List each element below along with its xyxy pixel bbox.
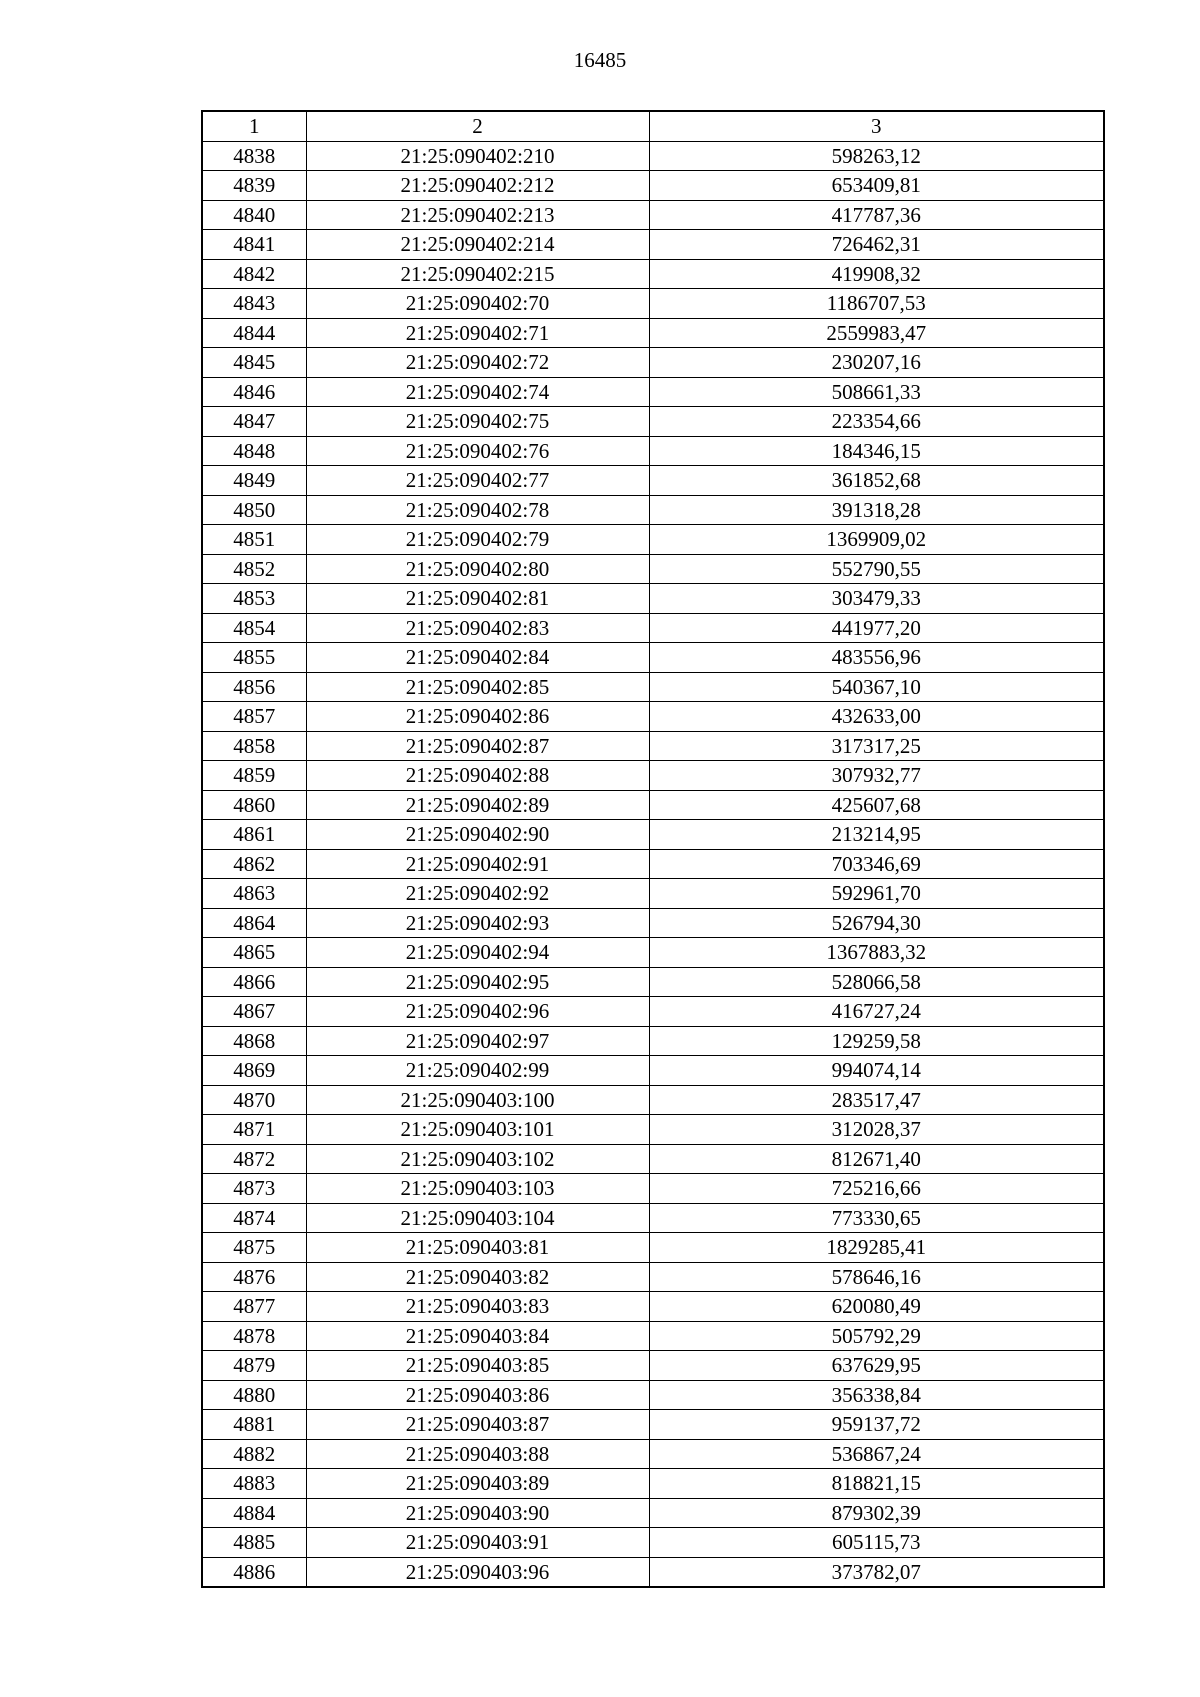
value-cell: 773330,65 <box>649 1203 1104 1233</box>
value-cell: 483556,96 <box>649 643 1104 673</box>
value-cell: 391318,28 <box>649 495 1104 525</box>
row-number-cell: 4862 <box>202 849 306 879</box>
table-row <box>202 731 1104 761</box>
value-cell: 508661,33 <box>649 377 1104 407</box>
value-cell: 283517,47 <box>649 1085 1104 1115</box>
row-number-cell: 4856 <box>202 672 306 702</box>
row-number-cell: 4867 <box>202 997 306 1027</box>
value-cell: 879302,39 <box>649 1498 1104 1528</box>
data-table <box>201 110 1105 1588</box>
table-row <box>202 1557 1104 1587</box>
value-cell: 129259,58 <box>649 1026 1104 1056</box>
value-cell: 307932,77 <box>649 761 1104 791</box>
value-cell: 1829285,41 <box>649 1233 1104 1263</box>
value-cell: 373782,07 <box>649 1557 1104 1587</box>
row-number-cell: 4848 <box>202 436 306 466</box>
table-row <box>202 407 1104 437</box>
cadastral-number-cell: 21:25:090403:82 <box>306 1262 649 1292</box>
value-cell: 526794,30 <box>649 908 1104 938</box>
cadastral-number-cell: 21:25:090402:71 <box>306 318 649 348</box>
cadastral-number-cell: 21:25:090403:85 <box>306 1351 649 1381</box>
value-cell: 528066,58 <box>649 967 1104 997</box>
table-row <box>202 554 1104 584</box>
row-number-cell: 4865 <box>202 938 306 968</box>
table-row <box>202 1321 1104 1351</box>
row-number-cell: 4872 <box>202 1144 306 1174</box>
table-row <box>202 1498 1104 1528</box>
value-cell: 1186707,53 <box>649 289 1104 319</box>
cadastral-number-cell: 21:25:090402:96 <box>306 997 649 1027</box>
table-row <box>202 643 1104 673</box>
row-number-cell: 4853 <box>202 584 306 614</box>
row-number-cell: 4842 <box>202 259 306 289</box>
value-cell: 959137,72 <box>649 1410 1104 1440</box>
table-row <box>202 1085 1104 1115</box>
table-row <box>202 1292 1104 1322</box>
row-number-cell: 4870 <box>202 1085 306 1115</box>
table-row <box>202 436 1104 466</box>
value-cell: 812671,40 <box>649 1144 1104 1174</box>
row-number-cell: 4857 <box>202 702 306 732</box>
table-body <box>202 141 1104 1587</box>
cadastral-number-cell: 21:25:090403:100 <box>306 1085 649 1115</box>
row-number-cell: 4879 <box>202 1351 306 1381</box>
table-row <box>202 1262 1104 1292</box>
cadastral-number-cell: 21:25:090403:103 <box>306 1174 649 1204</box>
cadastral-number-cell: 21:25:090403:101 <box>306 1115 649 1145</box>
cadastral-number-cell: 21:25:090403:84 <box>306 1321 649 1351</box>
row-number-cell: 4844 <box>202 318 306 348</box>
page-number: 16485 <box>573 48 627 72</box>
row-number-cell: 4861 <box>202 820 306 850</box>
cadastral-number-cell: 21:25:090403:104 <box>306 1203 649 1233</box>
table-row <box>202 967 1104 997</box>
row-number-cell: 4841 <box>202 230 306 260</box>
value-cell: 1369909,02 <box>649 525 1104 555</box>
table-row <box>202 171 1104 201</box>
header-col-3: 3 <box>649 111 1104 141</box>
cadastral-number-cell: 21:25:090402:90 <box>306 820 649 850</box>
row-number-cell: 4840 <box>202 200 306 230</box>
cadastral-number-cell: 21:25:090403:89 <box>306 1469 649 1499</box>
row-number-cell: 4855 <box>202 643 306 673</box>
value-cell: 223354,66 <box>649 407 1104 437</box>
table-row <box>202 1469 1104 1499</box>
cadastral-number-cell: 21:25:090402:76 <box>306 436 649 466</box>
cadastral-number-cell: 21:25:090402:99 <box>306 1056 649 1086</box>
value-cell: 419908,32 <box>649 259 1104 289</box>
table-row <box>202 1439 1104 1469</box>
row-number-cell: 4871 <box>202 1115 306 1145</box>
row-number-cell: 4885 <box>202 1528 306 1558</box>
cadastral-number-cell: 21:25:090402:215 <box>306 259 649 289</box>
cadastral-number-cell: 21:25:090402:89 <box>306 790 649 820</box>
table-row <box>202 525 1104 555</box>
value-cell: 592961,70 <box>649 879 1104 909</box>
row-number-cell: 4876 <box>202 1262 306 1292</box>
cadastral-number-cell: 21:25:090402:95 <box>306 967 649 997</box>
value-cell: 552790,55 <box>649 554 1104 584</box>
value-cell: 637629,95 <box>649 1351 1104 1381</box>
table-row <box>202 495 1104 525</box>
table-row <box>202 908 1104 938</box>
cadastral-number-cell: 21:25:090402:91 <box>306 849 649 879</box>
header-col-2: 2 <box>306 111 649 141</box>
row-number-cell: 4878 <box>202 1321 306 1351</box>
row-number-cell: 4880 <box>202 1380 306 1410</box>
row-number-cell: 4874 <box>202 1203 306 1233</box>
row-number-cell: 4846 <box>202 377 306 407</box>
row-number-cell: 4866 <box>202 967 306 997</box>
value-cell: 598263,12 <box>649 141 1104 171</box>
header-col-1: 1 <box>202 111 306 141</box>
value-cell: 425607,68 <box>649 790 1104 820</box>
value-cell: 2559983,47 <box>649 318 1104 348</box>
table-row <box>202 1351 1104 1381</box>
table-row <box>202 1144 1104 1174</box>
table-row <box>202 849 1104 879</box>
table-row <box>202 141 1104 171</box>
value-cell: 184346,15 <box>649 436 1104 466</box>
value-cell: 1367883,32 <box>649 938 1104 968</box>
cadastral-number-cell: 21:25:090403:87 <box>306 1410 649 1440</box>
cadastral-number-cell: 21:25:090402:85 <box>306 672 649 702</box>
row-number-cell: 4873 <box>202 1174 306 1204</box>
row-number-cell: 4851 <box>202 525 306 555</box>
value-cell: 213214,95 <box>649 820 1104 850</box>
cadastral-number-cell: 21:25:090403:86 <box>306 1380 649 1410</box>
row-number-cell: 4868 <box>202 1026 306 1056</box>
value-cell: 356338,84 <box>649 1380 1104 1410</box>
table-row <box>202 1115 1104 1145</box>
value-cell: 505792,29 <box>649 1321 1104 1351</box>
table-row <box>202 377 1104 407</box>
cadastral-number-cell: 21:25:090403:83 <box>306 1292 649 1322</box>
row-number-cell: 4881 <box>202 1410 306 1440</box>
row-number-cell: 4886 <box>202 1557 306 1587</box>
row-number-cell: 4845 <box>202 348 306 378</box>
header-row <box>202 111 1104 141</box>
value-cell: 303479,33 <box>649 584 1104 614</box>
table-row <box>202 318 1104 348</box>
cadastral-number-cell: 21:25:090402:88 <box>306 761 649 791</box>
value-cell: 312028,37 <box>649 1115 1104 1145</box>
table-row <box>202 348 1104 378</box>
cadastral-number-cell: 21:25:090402:84 <box>306 643 649 673</box>
table-row <box>202 1233 1104 1263</box>
table-row <box>202 1410 1104 1440</box>
value-cell: 653409,81 <box>649 171 1104 201</box>
value-cell: 605115,73 <box>649 1528 1104 1558</box>
table-row <box>202 1380 1104 1410</box>
cadastral-number-cell: 21:25:090403:90 <box>306 1498 649 1528</box>
table-row <box>202 259 1104 289</box>
cadastral-number-cell: 21:25:090402:210 <box>306 141 649 171</box>
table-row <box>202 1174 1104 1204</box>
row-number-cell: 4875 <box>202 1233 306 1263</box>
table-row <box>202 230 1104 260</box>
cadastral-number-cell: 21:25:090402:81 <box>306 584 649 614</box>
table-row <box>202 820 1104 850</box>
table-row <box>202 997 1104 1027</box>
table-row <box>202 790 1104 820</box>
cadastral-number-cell: 21:25:090402:80 <box>306 554 649 584</box>
value-cell: 417787,36 <box>649 200 1104 230</box>
row-number-cell: 4838 <box>202 141 306 171</box>
row-number-cell: 4839 <box>202 171 306 201</box>
row-number-cell: 4859 <box>202 761 306 791</box>
value-cell: 230207,16 <box>649 348 1104 378</box>
value-cell: 703346,69 <box>649 849 1104 879</box>
row-number-cell: 4849 <box>202 466 306 496</box>
cadastral-number-cell: 21:25:090402:86 <box>306 702 649 732</box>
row-number-cell: 4852 <box>202 554 306 584</box>
cadastral-number-cell: 21:25:090402:92 <box>306 879 649 909</box>
cadastral-number-cell: 21:25:090402:213 <box>306 200 649 230</box>
row-number-cell: 4863 <box>202 879 306 909</box>
row-number-cell: 4860 <box>202 790 306 820</box>
cadastral-number-cell: 21:25:090402:77 <box>306 466 649 496</box>
cadastral-number-cell: 21:25:090403:88 <box>306 1439 649 1469</box>
row-number-cell: 4869 <box>202 1056 306 1086</box>
value-cell: 317317,25 <box>649 731 1104 761</box>
cadastral-number-cell: 21:25:090403:81 <box>306 1233 649 1263</box>
value-cell: 726462,31 <box>649 230 1104 260</box>
value-cell: 578646,16 <box>649 1262 1104 1292</box>
table-header <box>202 111 1104 141</box>
value-cell: 540367,10 <box>649 672 1104 702</box>
table-row <box>202 702 1104 732</box>
cadastral-number-cell: 21:25:090402:79 <box>306 525 649 555</box>
cadastral-number-cell: 21:25:090403:96 <box>306 1557 649 1587</box>
value-cell: 441977,20 <box>649 613 1104 643</box>
row-number-cell: 4854 <box>202 613 306 643</box>
cadastral-number-cell: 21:25:090402:74 <box>306 377 649 407</box>
cadastral-number-cell: 21:25:090402:75 <box>306 407 649 437</box>
table-row <box>202 879 1104 909</box>
cadastral-number-cell: 21:25:090402:78 <box>306 495 649 525</box>
value-cell: 416727,24 <box>649 997 1104 1027</box>
cadastral-number-cell: 21:25:090402:94 <box>306 938 649 968</box>
cadastral-number-cell: 21:25:090402:70 <box>306 289 649 319</box>
table-row <box>202 466 1104 496</box>
row-number-cell: 4843 <box>202 289 306 319</box>
cadastral-number-cell: 21:25:090402:212 <box>306 171 649 201</box>
cadastral-number-cell: 21:25:090402:83 <box>306 613 649 643</box>
value-cell: 432633,00 <box>649 702 1104 732</box>
row-number-cell: 4858 <box>202 731 306 761</box>
value-cell: 361852,68 <box>649 466 1104 496</box>
cadastral-number-cell: 21:25:090403:91 <box>306 1528 649 1558</box>
cadastral-number-cell: 21:25:090402:214 <box>306 230 649 260</box>
row-number-cell: 4882 <box>202 1439 306 1469</box>
table-row <box>202 1203 1104 1233</box>
row-number-cell: 4884 <box>202 1498 306 1528</box>
table-row <box>202 1056 1104 1086</box>
table-row <box>202 938 1104 968</box>
table-row <box>202 1528 1104 1558</box>
cadastral-number-cell: 21:25:090402:93 <box>306 908 649 938</box>
row-number-cell: 4847 <box>202 407 306 437</box>
cadastral-number-cell: 21:25:090402:72 <box>306 348 649 378</box>
cadastral-number-cell: 21:25:090402:87 <box>306 731 649 761</box>
table-row <box>202 672 1104 702</box>
row-number-cell: 4877 <box>202 1292 306 1322</box>
value-cell: 994074,14 <box>649 1056 1104 1086</box>
table-row <box>202 613 1104 643</box>
value-cell: 536867,24 <box>649 1439 1104 1469</box>
value-cell: 620080,49 <box>649 1292 1104 1322</box>
row-number-cell: 4883 <box>202 1469 306 1499</box>
value-cell: 725216,66 <box>649 1174 1104 1204</box>
table-row <box>202 1026 1104 1056</box>
table-row <box>202 584 1104 614</box>
row-number-cell: 4850 <box>202 495 306 525</box>
cadastral-number-cell: 21:25:090403:102 <box>306 1144 649 1174</box>
table-row <box>202 200 1104 230</box>
table-row <box>202 761 1104 791</box>
table-row <box>202 289 1104 319</box>
value-cell: 818821,15 <box>649 1469 1104 1499</box>
row-number-cell: 4864 <box>202 908 306 938</box>
cadastral-number-cell: 21:25:090402:97 <box>306 1026 649 1056</box>
